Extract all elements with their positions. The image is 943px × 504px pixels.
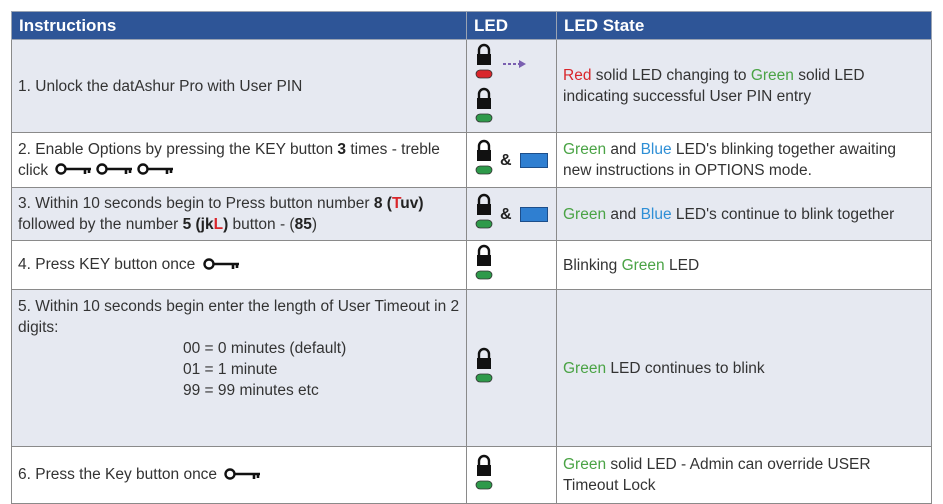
instruction-bold-red: T xyxy=(391,195,401,212)
state-text: LED's continue to blink together xyxy=(671,205,895,223)
key-icon xyxy=(55,160,93,181)
instruction-bold: 8 xyxy=(373,195,383,212)
step-number: 5. xyxy=(18,298,31,315)
padlock-green-led-icon xyxy=(475,243,493,287)
table-row xyxy=(12,447,932,504)
led-state-cell xyxy=(557,290,932,447)
instruction-cell xyxy=(12,40,467,133)
ampersand: & xyxy=(500,205,512,223)
state-green-word: Green xyxy=(563,359,607,377)
instruction-bold-red: L xyxy=(213,216,224,233)
instruction-cell xyxy=(12,188,467,241)
header-row xyxy=(12,12,932,40)
timeout-option: 01 = 1 minute xyxy=(183,361,278,378)
instruction-bold: 85 xyxy=(294,216,312,233)
table-row xyxy=(12,133,932,188)
ampersand: & xyxy=(500,151,512,169)
state-green-word: Green xyxy=(563,456,607,473)
blue-led-icon xyxy=(520,207,548,222)
state-text: and xyxy=(606,141,641,158)
instruction-cell xyxy=(12,133,467,188)
instruction-cell xyxy=(12,447,467,504)
instruction-text: ) xyxy=(311,216,317,233)
step-number: 4. xyxy=(18,256,31,274)
instruction-bold: 5 (jk xyxy=(182,216,214,233)
arrow-right-icon xyxy=(503,54,527,75)
instructions-table xyxy=(11,11,932,504)
instruction-text: button - ( xyxy=(228,216,295,233)
state-text: Blinking xyxy=(563,256,622,274)
state-blue-word: Blue xyxy=(640,141,672,158)
instruction-text: Press the Key button once xyxy=(35,466,218,484)
header-led-state: LED State xyxy=(557,12,932,40)
table-row xyxy=(12,188,932,241)
led-cell xyxy=(467,447,557,504)
padlock-green-led-icon xyxy=(475,453,493,497)
padlock-green-led-icon xyxy=(475,138,493,182)
instruction-text: Press KEY button once xyxy=(35,256,196,274)
led-state-cell xyxy=(557,188,932,241)
step-number: 1. xyxy=(18,77,31,95)
instruction-text: Within 10 seconds begin enter the length of User Timeout in 2 digits: xyxy=(18,298,460,336)
instruction-bold: ( xyxy=(386,195,392,212)
led-cell xyxy=(467,133,557,188)
led-cell xyxy=(467,40,557,133)
instruction-bold: 3 xyxy=(337,140,347,158)
instruction-text: Enable Options by pressing the KEY button xyxy=(35,140,338,158)
instruction-text: followed by the number xyxy=(18,216,183,233)
timeout-option: 99 = 99 minutes etc xyxy=(183,382,319,399)
instruction-line xyxy=(18,296,460,338)
instruction-bold: uv) xyxy=(400,195,424,212)
header-led: LED xyxy=(467,12,557,40)
key-icon xyxy=(137,160,175,181)
instruction-cell xyxy=(12,290,467,447)
state-green-word: Green xyxy=(750,67,794,84)
table-row xyxy=(12,290,932,447)
state-text: solid LED changing to xyxy=(591,67,751,84)
state-text: solid LED indicating successful User PIN entry xyxy=(563,67,865,105)
led-cell xyxy=(467,241,557,290)
instruction-bold: ) xyxy=(223,216,229,233)
led-state-cell xyxy=(557,447,932,504)
state-green-word: Green xyxy=(621,256,665,274)
table-row xyxy=(12,40,932,133)
step-number: 6. xyxy=(18,466,31,484)
state-text: LED's blinking together awaiting new instructions in OPTIONS mode. xyxy=(563,141,897,179)
led-state-cell xyxy=(557,133,932,188)
state-green-word: Green xyxy=(563,205,607,223)
led-state-cell xyxy=(557,241,932,290)
blue-led-icon xyxy=(520,153,548,168)
step-number: 2. xyxy=(18,140,31,158)
key-icon xyxy=(224,465,262,486)
padlock-green-led-icon xyxy=(475,192,493,236)
step-number: 3. xyxy=(18,195,31,212)
instruction-cell xyxy=(12,241,467,290)
state-red-word: Red xyxy=(563,67,592,84)
timeout-option: 00 = 0 minutes (default) xyxy=(183,340,347,357)
header-instructions: Instructions xyxy=(12,12,467,40)
padlock-red-led-icon xyxy=(475,42,493,86)
state-text: LED xyxy=(664,256,700,274)
state-text: solid LED - Admin can override USER Timeout Lock xyxy=(563,456,871,494)
state-text: LED continues to blink xyxy=(606,359,765,377)
instruction-text: Within 10 seconds begin to Press button number xyxy=(35,195,374,212)
state-text: and xyxy=(606,205,641,223)
led-cell xyxy=(467,290,557,447)
instruction-text: Unlock the datAshur Pro with User PIN xyxy=(35,77,303,95)
state-green-word: Green xyxy=(563,141,607,158)
led-state-cell xyxy=(557,40,932,133)
padlock-green-led-icon xyxy=(475,346,493,390)
led-cell xyxy=(467,188,557,241)
key-icon xyxy=(203,255,241,276)
padlock-green-led-icon xyxy=(475,86,493,130)
table-row xyxy=(12,241,932,290)
key-icon xyxy=(96,160,134,181)
instruction-text: times - treble click xyxy=(18,140,440,179)
state-blue-word: Blue xyxy=(640,205,672,223)
